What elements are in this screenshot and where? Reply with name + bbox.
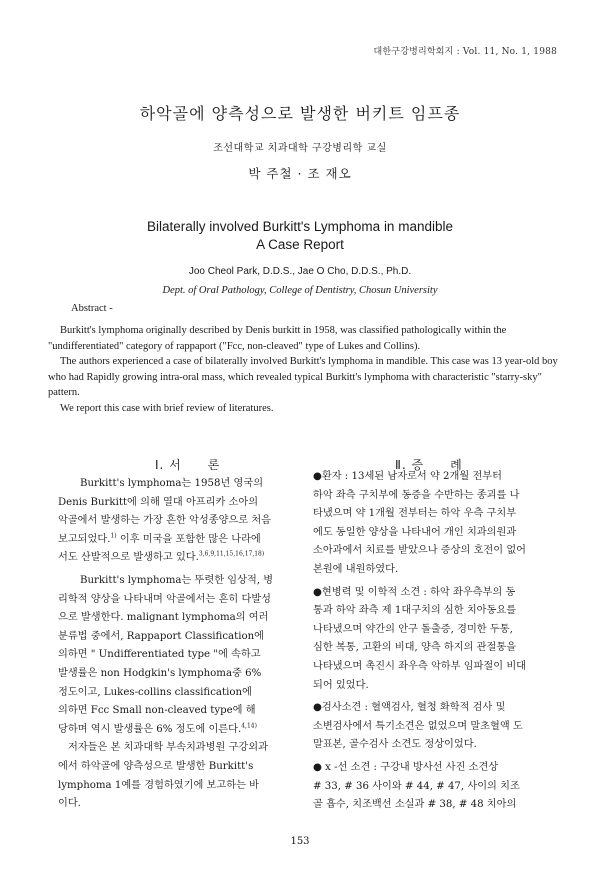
abstract-body: [48, 323, 568, 417]
text-line: 정도이고, Lukes-collins classification에: [58, 686, 252, 698]
text-line: lymphoma 1예를 경험하였기에 보고하는 바: [58, 779, 259, 791]
abstract-label: Abstract -: [71, 303, 113, 314]
text-span: 당하며 역시 발생률은 6% 정도에 이른다.: [58, 723, 242, 735]
text-line: 골 흡수, 치조백선 소실과 # 38, # 48 치아의: [313, 799, 517, 811]
text-line: 저자들은 본 치과대학 부속치과병원 구강외과: [68, 742, 268, 754]
section-heading-case: Ⅱ. 증 례: [395, 458, 463, 472]
text-span: 이후 미국을 포함한 많은 나라에: [116, 533, 261, 545]
text-line: 나타냈으며 약간의 안구 돌출증, 경미한 두통,: [313, 623, 513, 635]
text-line: 의하면 Fcc Small non-cleaved type에 해: [58, 705, 256, 717]
text-line: 소아과에서 치료를 받았으나 증상의 호전이 없어: [313, 545, 527, 557]
text-line: 말표본, 골수검사 소견도 정상이었다.: [313, 739, 477, 751]
text-line: 발생률은 non Hodgkin's lymphoma중 6%: [58, 667, 262, 679]
text-line: 나타냈으며 촉진시 좌우측 악하부 임파절이 비대: [313, 660, 527, 672]
introduction-column: [58, 475, 293, 814]
text-line: 에서 하악골에 양측성으로 발생한 Burkitt's: [58, 760, 254, 772]
text-line: 타냈으며 약 1개월 전부터는 하악 우측 구치부: [313, 508, 517, 520]
text-line: [58, 549, 293, 568]
section-heading-introduction: Ⅰ. 서 론: [155, 458, 221, 472]
text-line: 통과 하악 좌측 제 1대구치의 심한 치아동요를: [313, 605, 517, 617]
text-line: ●환자 : 13세된 남자로서 약 2개월 전부터: [313, 471, 502, 482]
text-line: 심한 복통, 고환의 비대, 양측 하지의 관절통을: [313, 642, 517, 654]
abstract-paragraph: The authors experienced a case of bilaterally involved Burkitt's lymphoma in mandible. This case was 13 year-old boy who had Rapidly growing intra-oral mass, which revealed typical Burkitt's lymphoma with characteristic "starry-sky" pattern.: [48, 356, 558, 399]
citation-superscript: 1): [110, 532, 117, 540]
korean-title: 하악골에 양측성으로 발생한 버키트 임프종: [139, 104, 461, 123]
abstract-paragraph: We report this case with brief review of literatures.: [60, 402, 274, 414]
english-title-line-1: Bilaterally involved Burkitt's Lymphoma in mandible: [147, 219, 453, 234]
journal-header: 대한구강병리학회지 : Vol. 11, No. 1, 1988: [373, 47, 557, 57]
text-line: 의하면 " Undifferentiated type "에 속하고: [58, 649, 261, 661]
page-number: 153: [290, 836, 310, 847]
text-line: 본원에 내원하였다.: [313, 563, 399, 575]
citation-superscript: 3,6,9,11,15,16,17,18): [198, 550, 265, 558]
text-line: ●현병력 및 이학적 소견 : 하악 좌우측부의 동: [313, 586, 516, 598]
korean-authors: 박 주철 · 조 재오: [248, 166, 352, 181]
korean-affiliation: 조선대학교 치과대학 구강병리학 교실: [213, 143, 387, 154]
text-line: 으로 발생한다. malignant lymphoma의 여러: [58, 612, 269, 624]
text-line: 이다.: [58, 798, 81, 810]
abstract-paragraph: Burkitt's lymphoma originally described by Denis burkitt in 1958, was classified pathologically within the "undifferentiated" category of rappaport ("Fcc, non-cleaved" type of Lukes and Collins).: [48, 325, 507, 352]
text-line: 악골에서 발생하는 가장 흔한 악성종양으로 처음: [58, 515, 272, 527]
text-line: 소변검사에서 특기소견은 없었으며 말초혈액 도: [313, 720, 523, 732]
text-span: 서도 산발적으로 발생하고 있다.: [58, 552, 199, 564]
english-authors: Joo Cheol Park, D.D.S., Jae O Cho, D.D.S., Ph.D.: [188, 266, 412, 277]
text-line: ●검사소견 : 혈액검사, 혈청 화학적 검사 및: [313, 702, 506, 714]
text-line: Burkitt's lymphoma는 1958년 영국의: [80, 478, 264, 489]
text-line: 분류법 중에서, Rappaport Classification에: [58, 630, 265, 642]
text-line: ● x -선 소견 : 구강내 방사선 사진 소견상: [313, 761, 499, 773]
text-line: 하악 좌측 구치부에 동증을 수반하는 종괴를 나: [313, 489, 520, 501]
text-line: 에도 동일한 양상을 나타내어 개인 치과의원과: [313, 526, 517, 538]
text-span: 보고되었다.: [58, 533, 111, 545]
text-line: # 33, # 36 사이와 # 44, # 47, 사이의 치조: [313, 780, 520, 792]
text-line: 리학적 양상을 나타내며 악골에서는 흔히 다발성: [58, 593, 272, 605]
english-department: Dept. of Oral Pathology, College of Dentistry, Chosun University: [162, 285, 438, 296]
english-title: [0, 218, 600, 254]
citation-superscript: 4,14): [241, 722, 257, 730]
text-line: 되어 있었다.: [313, 679, 369, 691]
case-column: [313, 468, 553, 815]
text-line: [58, 531, 293, 550]
text-line: Burkitt's lymphoma는 뚜렷한 임상적, 병: [80, 574, 274, 586]
text-line: Denis Burkitt에 의해 열대 아프리카 소아의: [58, 496, 259, 508]
english-title-line-2: A Case Report: [256, 237, 344, 252]
text-line: [58, 721, 293, 740]
